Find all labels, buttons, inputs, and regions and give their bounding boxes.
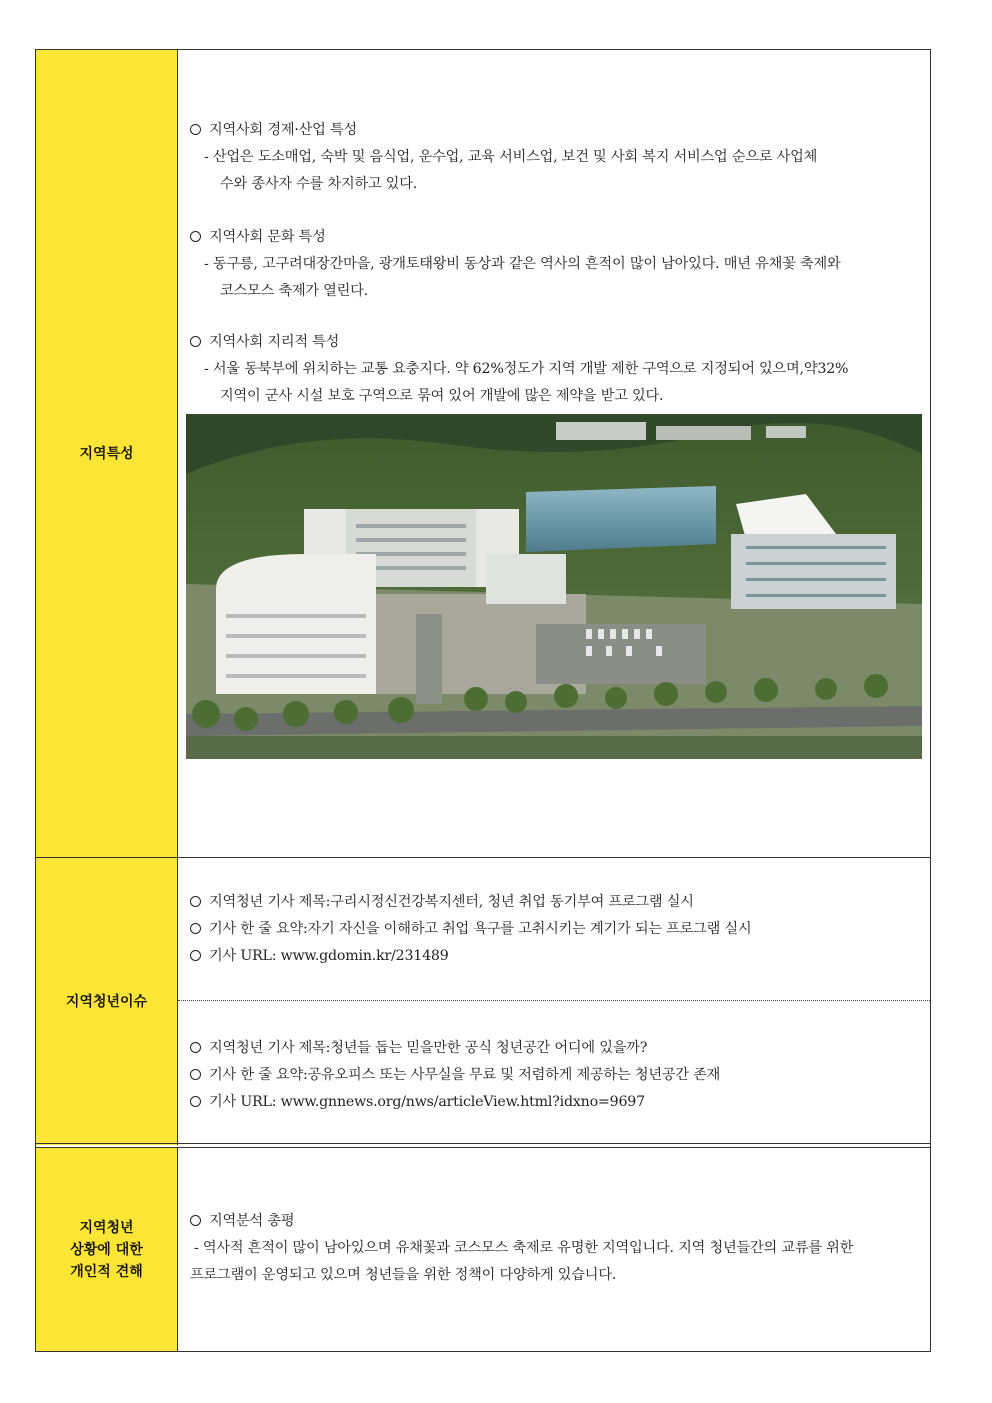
article-divider [178,1000,930,1001]
article-url: 기사 URL: www.gdomin.kr/231489 [190,943,918,970]
section-line: 지역이 군사 시설 보호 구역으로 묶여 있어 개발에 많은 제약을 받고 있다. [220,388,664,404]
section-heading: 지역사회 지리적 특성 [190,329,918,356]
circle-bullet-icon [190,1069,201,1080]
opinion-content [178,1148,930,1351]
opinion-heading: 지역분석 총평 [190,1208,918,1235]
circle-bullet-icon [190,336,201,347]
row-label-region [36,50,178,857]
article-block-2 [190,1035,918,1116]
row-label-region-text: 지역특성 [79,445,134,462]
opinion-block [190,1208,918,1289]
row-label-youth-issue-text: 지역청년이슈 [65,993,148,1010]
article-summary: 기사 한 줄 요약:공유오피스 또는 사무실을 무료 및 저렴하게 제공하는 청년공간 존재 [190,1062,918,1089]
circle-bullet-icon [190,1042,201,1053]
section-geography [190,329,918,410]
section-heading: 지역사회 경제·산업 특성 [190,117,918,144]
article-title: 지역청년 기사 제목:구리시정신건강복지센터, 청년 취업 동기부여 프로그램 실시 [190,889,918,916]
section-line: - 동구릉, 고구려대장간마을, 광개토태왕비 동상과 같은 역사의 흔적이 많이 남아있다. 매년 유채꽃 축제와 [204,256,841,272]
opinion-line: 프로그램이 운영되고 있으며 청년들을 위한 정책이 다양하게 있습니다. [190,1267,617,1283]
aerial-photo-illustration [186,414,922,759]
circle-bullet-icon [190,124,201,135]
section-economy [190,117,918,198]
circle-bullet-icon [190,896,201,907]
section-line: - 서울 동북부에 위치하는 교통 요충지다. 약 62%정도가 지역 개발 제한 구역으로 지정되어 있으며,약32% [204,361,849,377]
aerial-city-hall-photo [186,414,922,759]
circle-bullet-icon [190,231,201,242]
circle-bullet-icon [190,1215,201,1226]
section-culture [190,224,918,305]
opinion-line: - 역사적 흔적이 많이 남아있으며 유채꽃과 코스모스 축제로 유명한 지역입니다. 지역 청년들간의 교류를 위한 [194,1240,854,1256]
row-label-opinion [36,1148,178,1351]
article-title: 지역청년 기사 제목:청년들 돕는 믿을만한 공식 청년공간 어디에 있을까? [190,1035,918,1062]
article-url: 기사 URL: www.gnnews.org/nws/articleView.html?idxno=9697 [190,1089,918,1116]
circle-bullet-icon [190,923,201,934]
row-label-youth-issue [36,858,178,1145]
youth-report-table [35,49,931,1352]
youth-issue-content [178,858,930,1145]
article-summary: 기사 한 줄 요약:자기 자신을 이해하고 취업 욕구를 고취시키는 계기가 되는 프로그램 실시 [190,916,918,943]
section-line: - 산업은 도소매업, 숙박 및 음식업, 운수업, 교육 서비스업, 보건 및 사회 복지 서비스업 순으로 사업체 [204,149,818,165]
section-heading: 지역사회 문화 특성 [190,224,918,251]
article-block-1 [190,889,918,970]
circle-bullet-icon [190,950,201,961]
section-line: 코스모스 축제가 열린다. [220,283,368,299]
section-line: 수와 종사자 수를 차지하고 있다. [220,176,418,192]
row-label-opinion-text: 지역청년 상황에 대한 개인적 견해 [70,1219,143,1280]
circle-bullet-icon [190,1096,201,1107]
